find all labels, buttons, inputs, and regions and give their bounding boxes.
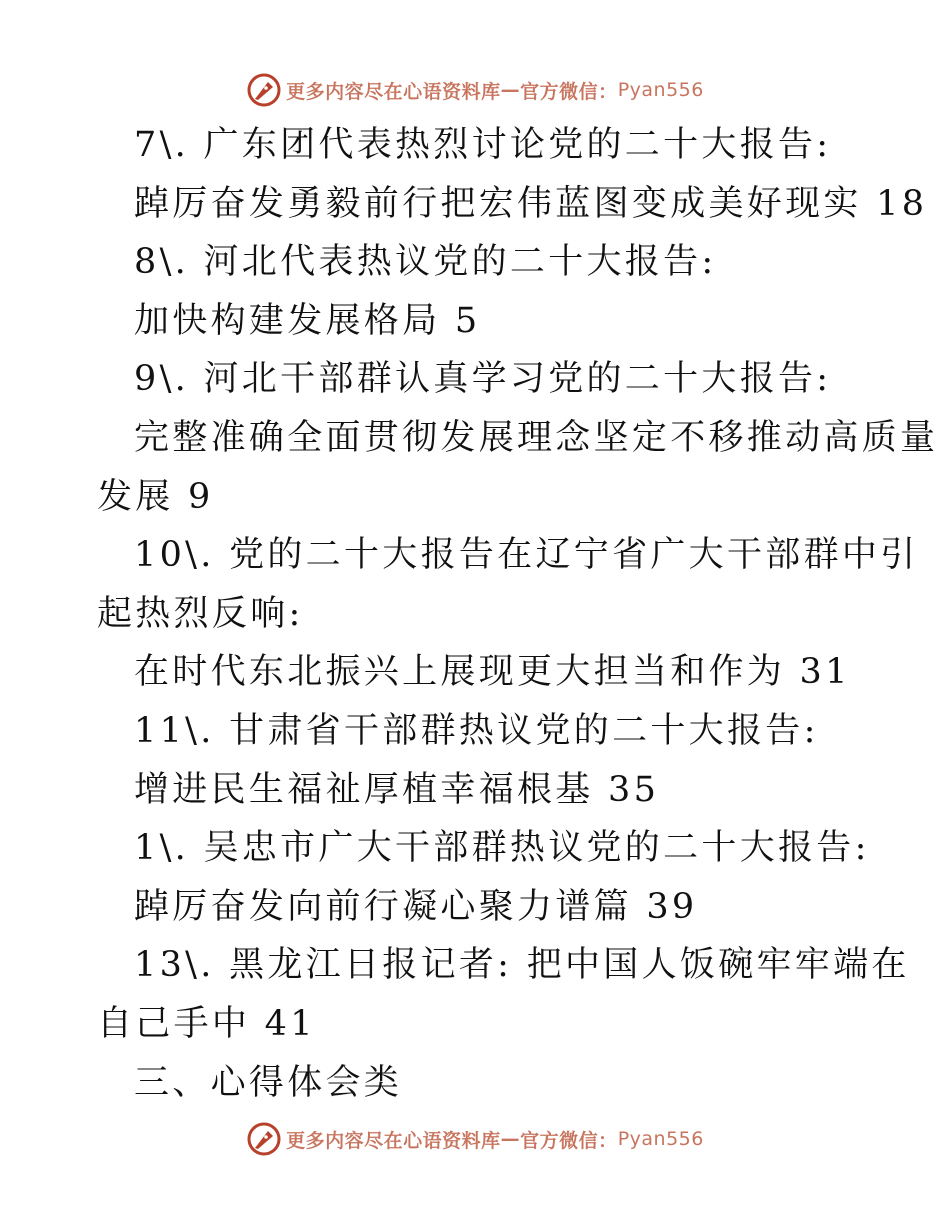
- watermark-brand-text: 更多内容尽在心语资料库: [286, 80, 501, 103]
- toc-line: 10\. 党的二十大报告在辽宁省广大干部群中引: [134, 535, 919, 576]
- toc-line: 完整准确全面贯彻发展理念坚定不移推动高质量: [134, 417, 939, 458]
- toc-line: 7\. 广东团代表热烈讨论党的二十大报告:: [134, 125, 832, 165]
- watermark-separator: —: [500, 1128, 521, 1150]
- toc-line: 13\. 黑龙江日报记者: 把中国人饭碗牢牢端在: [134, 945, 910, 986]
- watermark-brand-text: 更多内容尽在心语资料库: [286, 1129, 501, 1152]
- toc-line: 加快构建发展格局 5: [134, 300, 481, 341]
- watermark-separator: —: [500, 79, 521, 101]
- toc-line: 踔厉奋发勇毅前行把宏伟蓝图变成美好现实 18: [134, 183, 928, 224]
- watermark-wechat-label: 官方微信：: [520, 1129, 618, 1152]
- toc-line: 1\. 吴忠市广大干部群热议党的二十大报告:: [134, 828, 870, 869]
- watermark-wechat-id: Pyan556: [617, 79, 704, 101]
- toc-line: 增进民生福祉厚植幸福根基 35: [134, 769, 660, 810]
- toc-line: 踔厉奋发向前行凝心聚力谱篇 39: [134, 886, 698, 927]
- document-body: [0, 116, 950, 1112]
- toc-line: 11\. 甘肃省干部群热议党的二十大报告:: [134, 710, 819, 751]
- section-heading: 三、心得体会类: [134, 1062, 403, 1103]
- toc-line: 发展 9: [97, 476, 214, 517]
- toc-line: 起热烈反响:: [97, 593, 304, 634]
- pen-nib-logo-icon: [246, 72, 282, 108]
- watermark-wechat-label: 官方微信：: [520, 80, 618, 103]
- toc-line: 在时代东北振兴上展现更大担当和作为 31: [134, 652, 851, 693]
- toc-line: 自己手中 41: [97, 1003, 316, 1044]
- toc-line: 8\. 河北代表热议党的二十大报告:: [134, 242, 717, 283]
- toc-line: 9\. 河北干部群认真学习党的二十大报告:: [134, 359, 832, 400]
- watermark-wechat-id: Pyan556: [617, 1128, 704, 1150]
- pen-nib-logo-icon: [246, 1121, 282, 1157]
- watermark-banner-bottom: [0, 1119, 950, 1159]
- watermark-banner-top: [0, 70, 950, 110]
